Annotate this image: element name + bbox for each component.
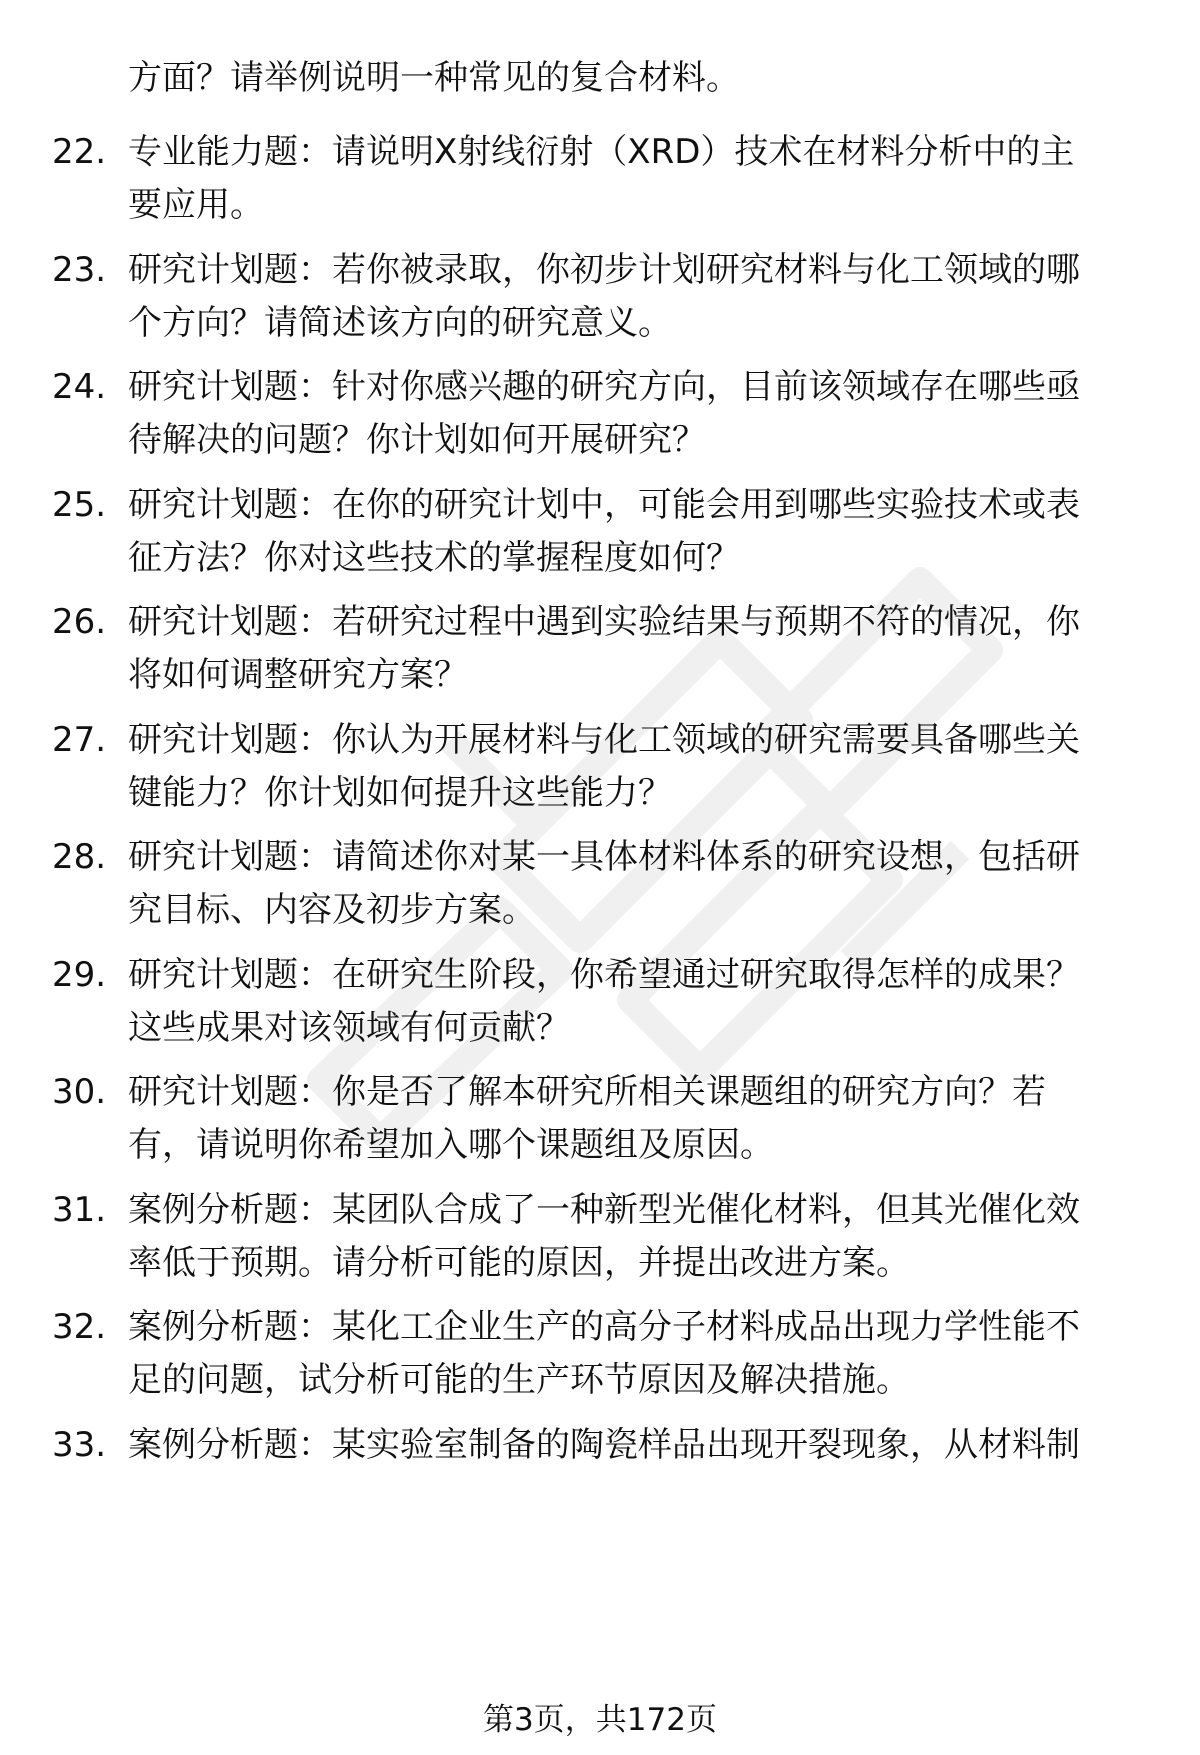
question-number: 33.: [52, 1425, 107, 1465]
question-text: 研究计划题：针对你感兴趣的研究方向，目前该领域存在哪些亟 待解决的问题？你计划如何开展研究？: [128, 367, 1080, 460]
question-text: 案例分析题：某实验室制备的陶瓷样品出现开裂现象，从材料制: [128, 1425, 1080, 1465]
question-text: 研究计划题：若研究过程中遇到实验结果与预期不符的情况，你 将如何调整研究方案？: [128, 602, 1080, 695]
question-text: 研究计划题：请简述你对某一具体材料体系的研究设想，包括研 究目标、内容及初步方案。: [128, 837, 1080, 930]
question-number: 24.: [52, 367, 107, 407]
continuation-text: 方面？请举例说明一种常见的复合材料。: [128, 58, 740, 98]
question-number: 23.: [52, 250, 107, 290]
question-number: 31.: [52, 1190, 107, 1230]
question-text: 研究计划题：在你的研究计划中，可能会用到哪些实验技术或表 征方法？你对这些技术的掌握程度如何？: [128, 485, 1080, 578]
question-text: 研究计划题：你认为开展材料与化工领域的研究需要具备哪些关 键能力？你计划如何提升这些能力？: [128, 720, 1080, 813]
question-number: 27.: [52, 720, 107, 760]
question-text: 研究计划题：在研究生阶段，你希望通过研究取得怎样的成果？ 这些成果对该领域有何贡献？: [128, 955, 1080, 1048]
question-text: 案例分析题：某化工企业生产的高分子材料成品出现力学性能不 足的问题，试分析可能的生产环节原因及解决措施。: [128, 1307, 1080, 1400]
question-number: 25.: [52, 485, 107, 525]
page-footer: 第3页，共172页: [483, 1702, 717, 1738]
question-text: 案例分析题：某团队合成了一种新型光催化材料，但其光催化效 率低于预期。请分析可能的原因，并提出改进方案。: [128, 1190, 1080, 1283]
question-text: 研究计划题：你是否了解本研究所相关课题组的研究方向？若 有，请说明你希望加入哪个课题组及原因。: [128, 1072, 1046, 1165]
question-text: 研究计划题：若你被录取，你初步计划研究材料与化工领域的哪 个方向？请简述该方向的研究意义。: [128, 250, 1080, 343]
question-number: 32.: [52, 1307, 107, 1347]
question-number: 30.: [52, 1072, 107, 1112]
question-text: 专业能力题：请说明X射线衍射（XRD）技术在材料分析中的主 要应用。: [128, 132, 1075, 225]
question-number: 26.: [52, 602, 107, 642]
question-number: 28.: [52, 837, 107, 877]
question-number: 29.: [52, 955, 107, 995]
question-number: 22.: [52, 132, 107, 172]
